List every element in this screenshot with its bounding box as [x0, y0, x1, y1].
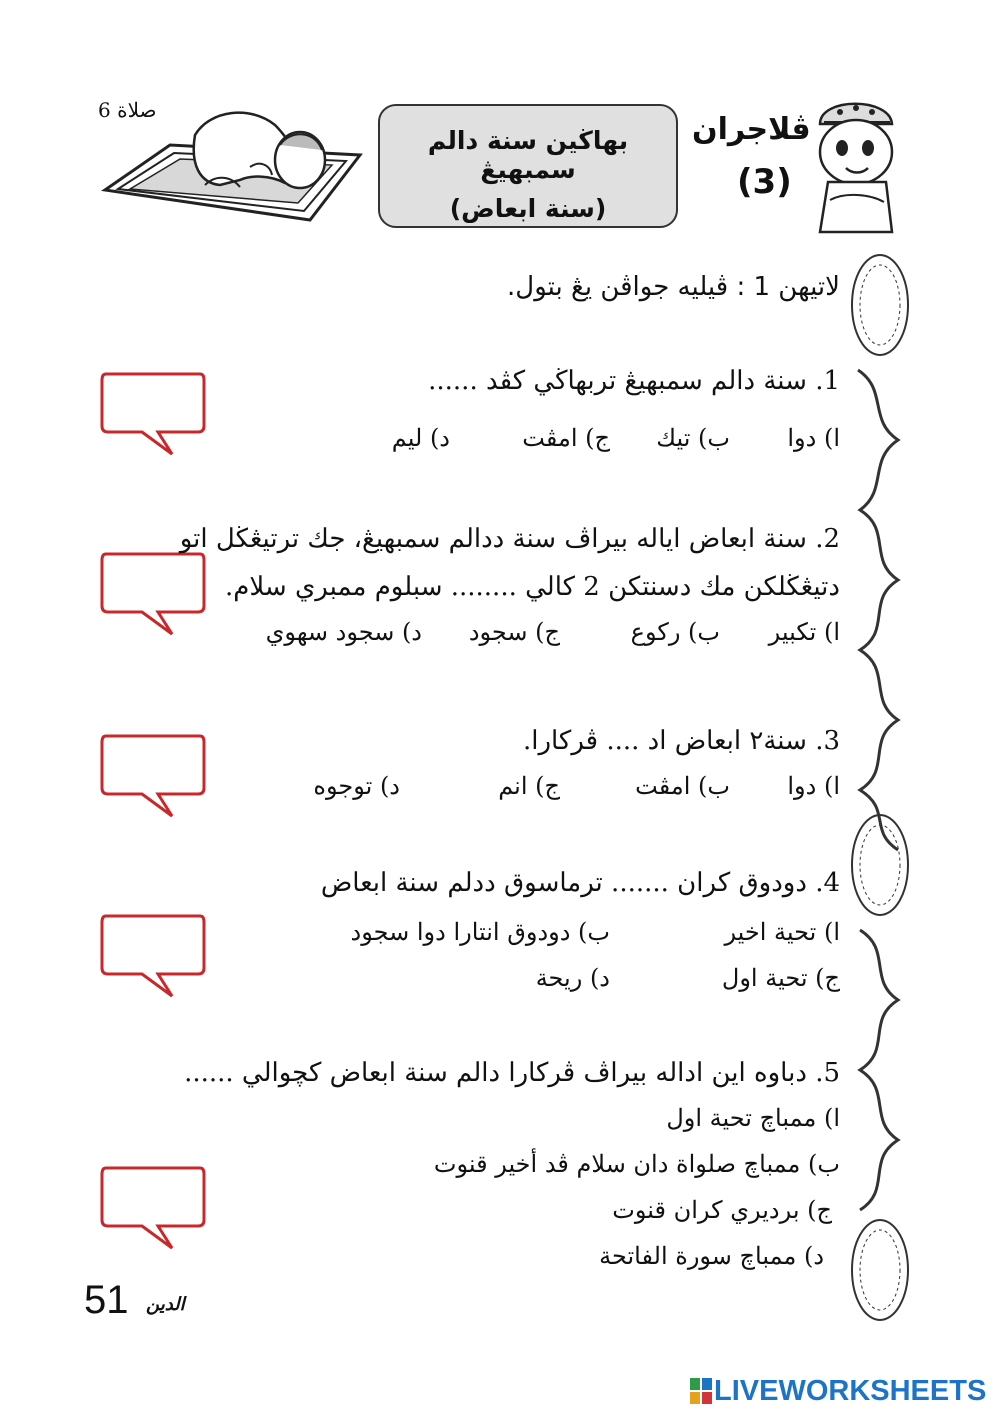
question-1-option-a: ا) دوا [787, 424, 840, 452]
question-line: سنة ابعاض اياله بيراڤ سنة ددالم سمبهيڠ، جك ترتيڠڬل اتو [179, 524, 807, 554]
lesson-word: ڤلاجران [692, 112, 811, 147]
question-line: دباوه اين اداله بيراڤ ڤركارا دالم سنة ابعاض كچوالي ...... [184, 1058, 807, 1088]
liveworksheets-logo [690, 1374, 986, 1408]
question-line: سنة دالم سمبهيڠ تربهاڬي كڤد ...... [428, 366, 807, 396]
question-4-text [321, 868, 840, 898]
question-line: سنة٢ ابعاض اد .... ڤركارا. [522, 726, 807, 756]
boy-character-illustration [810, 82, 900, 240]
answer-bubble-4[interactable] [98, 910, 208, 1000]
answer-bubble-3[interactable] [98, 730, 208, 820]
page-number: 51 [84, 1278, 129, 1322]
question-5-option-a: ا) ممباچ تحية اول [666, 1104, 840, 1132]
subject-label: الدين [146, 1294, 185, 1315]
question-2-text [180, 524, 840, 554]
lesson-number: (3) [737, 162, 792, 202]
answer-bubble-5[interactable] [98, 1162, 208, 1252]
question-number: 3. [815, 726, 840, 756]
corner-label: صلاة 6 [98, 98, 157, 122]
question-4-option-c: ج) تحية اول [721, 964, 840, 992]
question-3-option-c: ج) انم [498, 772, 560, 800]
question-4-option-a: ا) تحية اخير [724, 918, 840, 946]
question-1-option-d: د) ليم [391, 424, 450, 452]
lesson-subtitle: (سنة ابعاض) [449, 194, 607, 223]
question-5-option-d: د) ممباچ سورة الفاتحة [599, 1242, 824, 1270]
question-5-option-b: ب) ممباچ صلواة دان سلام ڤد أخير قنوت [433, 1150, 840, 1178]
question-2-text-line2: دتيڠڬلكن مك دسنتكن 2 كالي ........ سبلوم ممبري سلام. [225, 572, 840, 602]
question-2-option-c: ج) سجود [468, 618, 560, 646]
brand-wordmark: LIVEWORKSHEETS [714, 1374, 987, 1407]
answer-bubble-2[interactable] [98, 548, 208, 638]
question-number: 2. [815, 524, 840, 554]
question-2-option-d: د) سجود سهوي [265, 618, 422, 646]
question-number: 4. [815, 868, 840, 898]
question-2-option-a: ا) تكبير [768, 618, 840, 646]
question-number: 1. [815, 366, 840, 396]
question-1-option-b: ب) تيك [656, 424, 730, 452]
lesson-title: بهاڬين سنة دالم سمبهيڠ [427, 126, 629, 184]
liveworksheets-logo-icon [690, 1378, 712, 1404]
question-4-option-b: ب) دودوق انتارا دوا سجود [350, 918, 610, 946]
question-1-text [428, 366, 840, 396]
question-3-option-d: د) توجوه [313, 772, 400, 800]
question-2-option-b: ب) ركوع [630, 618, 720, 646]
question-3-option-b: ب) امڤت [635, 772, 730, 800]
question-3-option-a: ا) دوا [787, 772, 840, 800]
lesson-title-box [378, 104, 678, 228]
question-line: دودوق كران ....... ترماسوق ددلم سنة ابعاض [320, 868, 807, 898]
praying-child-illustration [100, 105, 370, 235]
calligraphy-border-ornament [848, 250, 912, 1340]
question-4-option-d: د) ريحة [535, 964, 610, 992]
question-3-text [523, 726, 840, 756]
question-5-text [184, 1058, 840, 1088]
question-1-option-c: ج) امڤت [522, 424, 610, 452]
question-5-option-c: ج) برديري كران قنوت [612, 1196, 832, 1224]
question-number: 5. [815, 1058, 840, 1088]
exercise-instruction: لاتيهن 1 : ڤيليه جواڤن يڠ بتول. [507, 272, 840, 302]
answer-bubble-1[interactable] [98, 368, 208, 458]
